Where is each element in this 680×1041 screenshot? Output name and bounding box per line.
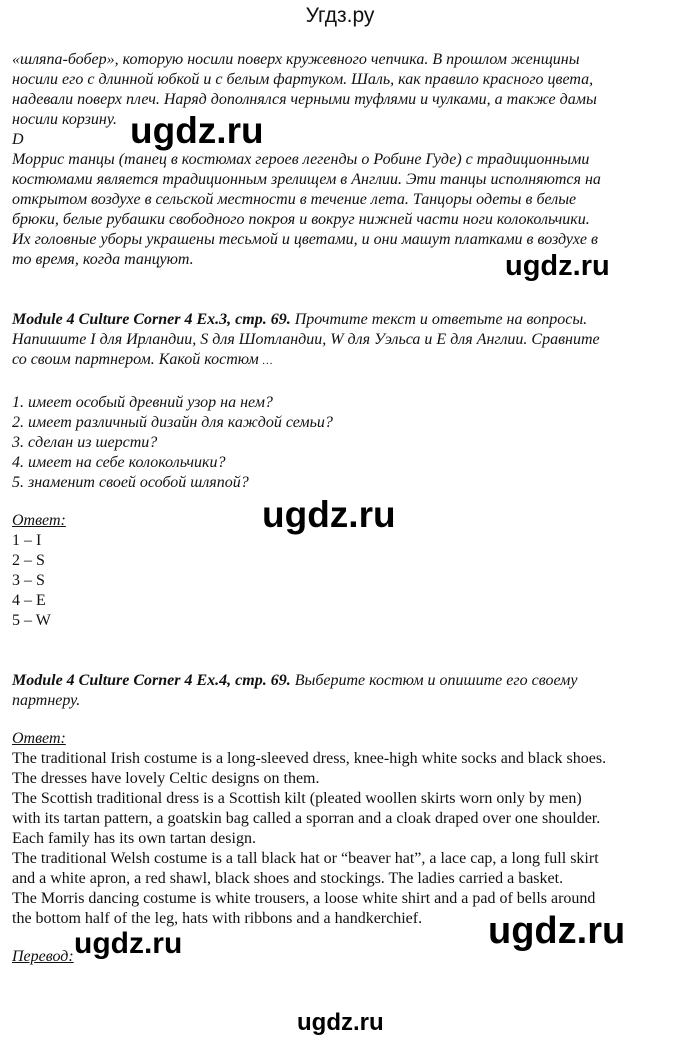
question-item: 4. имеет на себе колокольчики? <box>12 454 226 471</box>
watermark: ugdz.ru <box>262 494 396 535</box>
text-line: носили его с длинной юбкой и с белым фартуком. Шаль, как правило красного цвета, <box>12 71 594 88</box>
translation-label: Перевод: <box>12 948 74 965</box>
exercise-3-title-line-3 <box>12 350 668 371</box>
site-header: Угдз.ру <box>305 4 375 27</box>
question-item: 5. знаменит своей особой шляпой? <box>12 474 249 491</box>
exercise-4-title <box>12 671 668 691</box>
exercise-3-ellipsis: … <box>262 355 273 367</box>
text-line: то время, когда танцуют. <box>12 251 194 268</box>
answer-label: Ответ: <box>12 512 66 529</box>
text-line: носили корзину. <box>12 111 117 128</box>
exercise-4-title-bold: Module 4 Culture Corner 4 Ex.4, стр. 69. <box>12 672 291 689</box>
text-line: The traditional Welsh costume is a tall black hat or “beaver hat”, a lace cap, a long full skirt <box>12 850 599 867</box>
text-line: with its tartan pattern, a goatskin bag called a sporran and a cloak draped over one shoulder. <box>12 810 601 827</box>
text-line: The dresses have lovely Celtic designs on them. <box>12 770 320 787</box>
text-line: надевали поверх плеч. Наряд дополнялся черными туфлями и чулками, а также дамы <box>12 91 597 108</box>
text-line: открытом воздухе в сельской местности в течение лета. Танцоры одеты в белые <box>12 191 577 208</box>
text-line: «шляпа-бобер», которую носили поверх кружевного чепчика. В прошлом женщины <box>12 51 580 68</box>
exercise-3-title <box>12 310 668 330</box>
previous-section-text <box>12 50 668 270</box>
text-line: and a white apron, a red shawl, black shoes and stockings. The ladies carried a basket. <box>12 870 564 887</box>
answer-label: Ответ: <box>12 730 66 747</box>
exercise-4 <box>12 671 668 749</box>
answer-item: 4 – E <box>12 592 46 609</box>
text-line: Их головные уборы украшены тесьмой и цветами, и они машут платками в воздухе в <box>12 231 598 248</box>
watermark: ugdz.ru <box>505 250 610 282</box>
exercise-4-title-rest: Выберите костюм и опишите его своему <box>290 672 578 689</box>
text-line: The Scottish traditional dress is a Scottish kilt (pleated woollen skirts worn only by men) <box>12 790 582 807</box>
text-line: the bottom half of the leg, hats with ribbons and a handkerchief. <box>12 910 423 927</box>
question-item: 3. сделан из шерсти? <box>12 434 158 451</box>
text-line: The Morris dancing costume is white trousers, a loose white shirt and a pad of bells around <box>12 890 596 907</box>
text-line: Моррис танцы (танец в костюмах героев легенды о Робине Гуде) с традиционными <box>12 151 590 168</box>
exercise-4-title-line-2: партнеру. <box>12 692 81 709</box>
exercise-3-answers <box>12 531 668 631</box>
exercise-4-answer-text <box>12 749 668 929</box>
text-line: брюки, белые рубашки свободного покроя и вокруг нижней части ноги колокольчики. <box>12 211 590 228</box>
text-line: Each family has its own tartan design. <box>12 830 256 847</box>
exercise-3-title-bold: Module 4 Culture Corner 4 Ex.3, стр. 69. <box>12 311 291 328</box>
question-item: 1. имеет особый древний узор на нем? <box>12 394 273 411</box>
exercise-3-title-line-3-text: со своим партнером. Какой костюм <box>12 351 263 368</box>
watermark: ugdz.ru <box>297 1009 384 1036</box>
exercise-3-title-line-2: Напишите I для Ирландии, S для Шотландии, W для Уэльса и E для Англии. Сравните <box>12 331 600 348</box>
answer-item: 2 – S <box>12 552 45 569</box>
text-line: костюмами является традиционным зрелищем в Англии. Эти танцы исполняются на <box>12 171 601 188</box>
answer-item: 1 – I <box>12 532 42 549</box>
question-item: 2. имеет различный дизайн для каждой семьи? <box>12 414 333 431</box>
exercise-3-title-rest: Прочтите текст и ответьте на вопросы. <box>290 311 588 328</box>
section-letter-d: D <box>12 131 24 148</box>
watermark: ugdz.ru <box>488 910 626 952</box>
watermark: ugdz.ru <box>130 110 264 151</box>
answer-item: 5 – W <box>12 612 51 629</box>
watermark: ugdz.ru <box>74 927 183 960</box>
text-line: The traditional Irish costume is a long-sleeved dress, knee-high white socks and black shoes. <box>12 750 607 767</box>
answer-item: 3 – S <box>12 572 45 589</box>
